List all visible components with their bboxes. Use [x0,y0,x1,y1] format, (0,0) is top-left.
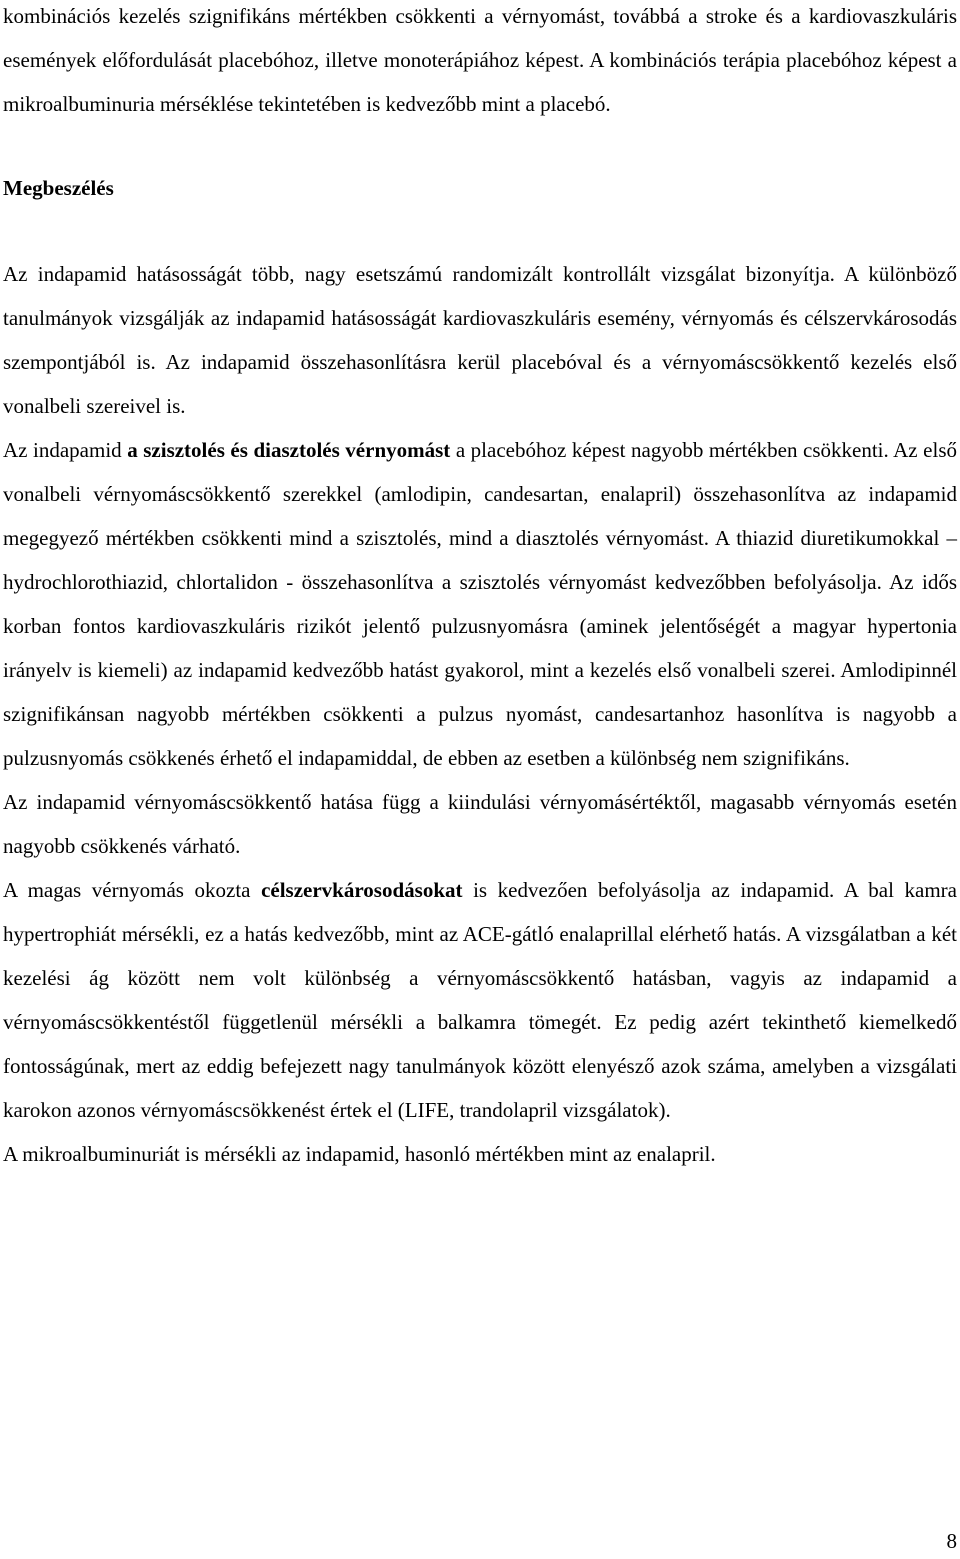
paragraph-organ-damage [3,868,957,1132]
page-number: 8 [946,1529,957,1553]
paragraph-effectiveness: Az indapamid hatásosságát több, nagy esetszámú randomizált kontrollált vizsgálat bizonyítja. A különböző tanulmányok vizsgálják az indapamid hatásosságát kardiovaszkuláris esemény, vérnyomás és célszervkárosodás szempontjából is. Az indapamid összehasonlításra kerül placebóval és a vérnyomáscsökkentő kezelés első vonalbeli szereivel is. [3,262,957,418]
paragraph-blood-pressure-bold: a szisztolés és diasztolés vérnyomást [127,438,451,462]
paragraph-blood-pressure [3,428,957,780]
section-heading: Megbeszélés [3,176,114,200]
paragraph-blood-pressure-start: Az indapamid [3,438,128,462]
paragraph-organ-damage-start: A magas vérnyomás okozta [3,878,262,902]
paragraph-baseline-dependency: Az indapamid vérnyomáscsökkentő hatása függ a kiindulási vérnyomásértéktől, magasabb vérnyomás esetén nagyobb csökkenés várható. [3,790,957,858]
document-page [3,0,957,1176]
paragraph-organ-damage-bold: célszervkárosodásokat [261,878,463,902]
paragraph-intro: kombinációs kezelés szignifikáns mértékben csökkenti a vérnyomást, továbbá a stroke és a kardiovaszkuláris események előfordulását placebóhoz, illetve monoterápiához képest. A kombinációs terápia placebóhoz képest a mikroalbuminuria mérséklése tekintetében is kedvezőbb mint a placebó. [3,4,957,116]
paragraph-organ-damage-rest: is kedvezően befolyásolja az indapamid. A bal kamra hypertrophiát mérsékli, ez a hatás kedvezőbb, mint az ACE-gátló enalaprillal elérhető hatás. A vizsgálatban a két kezelési ág között nem volt különbség a vérnyomáscsökkentő hatásban, vagyis az indapamid a vérnyomáscsökkentéstől függetlenül mérsékli a balkamra tömegét. Ez pedig azért tekinthető kiemelkedő fontosságúnak, mert az eddig befejezett nagy tanulmányok között elenyésző azok száma, amelyben a vizsgálati karokon azonos vérnyomáscsökkenést értek el (LIFE, trandolapril vizsgálatok). [3,878,957,1122]
paragraph-blood-pressure-rest: a placebóhoz képest nagyobb mértékben csökkenti. Az első vonalbeli vérnyomáscsökkentő szerekkel (amlodipin, candesartan, enalapril) összehasonlítva az indapamid megegyező mértékben csökkenti mind a szisztolés, mind a diasztolés vérnyomást. A thiazid diuretikumokkal – hydrochlorothiazid, chlortalidon - összehasonlítva a szisztolés vérnyomást kedvezőbben befolyásolja. Az idős korban fontos kardiovaszkuláris rizikót jelentő pulzusnyomásra (aminek jelentőségét a magyar hypertonia irányelv is kiemeli) az indapamid kedvezőbb hatást gyakorol, mint a kezelés első vonalbeli szerei. Amlodipinnél szignifikánsan nagyobb mértékben csökkenti a pulzus nyomást, candesartanhoz hasonlítva is nagyobb a pulzusnyomás csökkenés érhető el indapamiddal, de ebben az esetben a különbség nem szignifikáns. [3,438,957,770]
paragraph-microalbuminuria: A mikroalbuminuriát is mérsékli az indapamid, hasonló mértékben mint az enalapril. [3,1142,716,1166]
